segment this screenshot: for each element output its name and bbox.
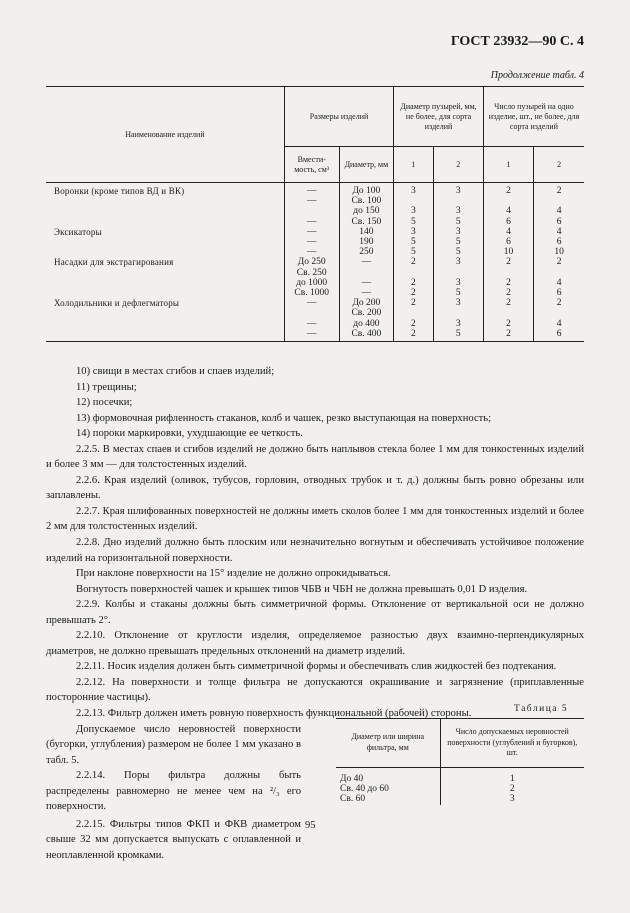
table-cell [534,268,584,278]
clause-2-2-13: 2.2.13. Фильтр должен иметь ровную поверхность функциональной (рабочей) стороны. [76,708,472,720]
table-cell: Св. 200 [339,308,394,318]
table-cell: 5 [394,217,433,227]
table-cell: 3 [394,206,433,216]
table-cell: 3 [394,183,433,197]
table-cell [534,308,584,318]
table-cell [433,196,483,206]
table-cell: 10 [534,247,584,257]
table-cell [394,196,433,206]
col-header-grade-2: 2 [433,147,483,183]
table-cell [46,196,284,206]
table-row [46,298,584,308]
table-cell [46,329,284,342]
table-cell: — [284,196,339,206]
table-cell: 3 [433,298,483,308]
table-cell [46,247,284,257]
table-cell [46,308,284,318]
table-4 [46,86,584,342]
table-cell: 2 [534,257,584,267]
col-header-diameter: Диаметр, мм [339,147,394,183]
table-cell: Св. 150 [339,217,394,227]
table-cell: 2 [483,183,533,197]
table-cell [46,288,284,298]
clause-2-2-10: 2.2.10. Отклонение от круглости изделия, определяемое разностью двух взаимно-перпендикулярных диаметров, не должно превышать предельных отклонений на диаметр изделий. [46,630,584,657]
table-cell: До 40 [340,773,364,784]
table-cell: До 100 [339,183,394,197]
table-cell: 2 [394,329,433,342]
table-cell: — [284,319,339,329]
table-cell: 2 [394,298,433,308]
col-header-grade-2: 2 [534,147,584,183]
table-cell: — [339,257,394,267]
table-cell: до 400 [339,319,394,329]
table-cell: 5 [394,247,433,257]
table-cell: До 200 [339,298,394,308]
table-cell: 2 [440,784,584,794]
table-cell: 2 [394,278,433,288]
table-cell: — [284,183,339,197]
table-row [46,206,584,216]
table-cell [339,268,394,278]
clause-2-2-7: 2.2.7. Края шлифованных поверхностей не должны иметь сколов более 1 мм для тонкостенных изделий и более 2 мм для толстостенных изделий. [46,505,584,533]
table-cell: 4 [534,278,584,288]
table-cell: 2 [534,183,584,197]
table-cell: — [284,298,339,308]
table-cell: 2 [534,298,584,308]
table-cell [46,217,284,227]
table-row [46,247,584,257]
table-cell: до 1000 [284,278,339,288]
list-item: 13) формовочная рифленность стаканов, колб и чашек, резко выступающая на поверхность; [76,412,492,424]
table-row [46,329,584,342]
list-item: 11) трещины; [76,381,137,393]
table-cell: 6 [483,237,533,247]
table-cell: 2 [483,298,533,308]
col-header-defect-count: Число допускаемых неровностей поверхности (углублений и бугорков), шт. [440,719,584,768]
table-cell [394,268,433,278]
table-row [46,268,584,278]
table-cell [46,206,284,216]
table-cell: Св. 60 [340,794,366,805]
table-cell [433,268,483,278]
table-cell: 2 [483,329,533,342]
table-cell: 5 [433,247,483,257]
list-item: 12) посечки; [76,397,133,409]
table-cell: — [284,217,339,227]
table-cell: 4 [534,206,584,216]
table-cell: 3 [433,227,483,237]
table-cell: — [339,278,394,288]
clause-2-2-14: 2.2.14. Поры фильтра должны быть распределены равномерно не менее чем на ²/₃ его поверхности. [46,770,301,813]
table-cell: 5 [433,237,483,247]
table-cell: 3 [394,227,433,237]
table-cell [394,308,433,318]
clause-2-2-13-defects: Допускаемое число неровностей поверхности (бугорки, углубления) размером не более 1 мм указано в табл. 5. [46,723,301,766]
table-cell: 6 [534,217,584,227]
table-cell: 4 [483,227,533,237]
table-row [336,794,584,804]
table-cell: Св. 40 до 60 [340,783,389,794]
table-continuation-label: Продолжение табл. 4 [490,70,584,81]
table-cell: 2 [394,257,433,267]
clause-2-2-5: 2.2.5. В местах спаев и сгибов изделий не должно быть наплывов стекла более 1 мм для тонкостенных изделий и более 3 мм — для толстостенных изделий. [46,443,584,471]
table-cell: до 150 [339,206,394,216]
table-cell: — [339,288,394,298]
table-cell [46,278,284,288]
table-cell: Св. 100 [339,196,394,206]
table-cell: 10 [483,247,533,257]
table-5-caption: Таблица 5 [514,704,569,714]
list-item: 14) пороки маркировки, ухудшающие ее четкость. [76,428,303,440]
col-header-name: Наименование изделий [46,87,284,183]
col-header-grade-1: 1 [394,147,433,183]
page-header: ГОСТ 23932—90 С. 4 [450,34,584,49]
clause-2-2-9: 2.2.9. Колбы и стаканы должны быть симметричной формы. Отклонение от вертикальной оси не должно превышать 2°. [46,599,584,626]
table-cell: Холодильники и дефлегматоры [54,298,180,309]
clause-2-2-6: 2.2.6. Края изделий (оливок, тубусов, горловин, отводных трубок и т. д.) должны быть ровно обрезаны или заплавлены. [46,474,584,502]
table-cell: — [284,227,339,237]
table-cell [46,237,284,247]
table-cell [46,268,284,278]
table-cell: 3 [433,206,483,216]
page-number: 95 [305,820,316,831]
table-cell: 3 [433,183,483,197]
table-row [46,183,584,197]
table-cell [483,268,533,278]
table-cell: Воронки (кроме типов ВД и ВК) [54,186,185,196]
clause-2-2-15: 2.2.15. Фильтры типов ФКП и ФКВ диаметром свыше 32 мм допускается выпускать с оплавленной и неоплавленной кромками. [46,818,301,861]
table-cell [483,308,533,318]
table-row [46,196,584,206]
col-header-bubble-count: Число пузырей на одно изделие, шт., не более, для сорта изделий [483,87,584,147]
table-cell: 6 [534,237,584,247]
table-cell: 6 [534,288,584,298]
list-item: 10) свищи в местах сгибов и спаев изделий; [76,366,275,377]
table-cell: 2 [394,319,433,329]
table-cell: 2 [483,288,533,298]
table-cell [483,196,533,206]
table-cell: 2 [483,257,533,267]
table-cell: 2 [483,278,533,288]
col-header-bubble-diameter: Диаметр пузырей, мм, не более, для сорта изделий [394,87,484,147]
table-cell: 190 [339,237,394,247]
table-cell: 140 [339,227,394,237]
table-cell: 5 [433,288,483,298]
table-cell: 3 [440,794,584,804]
table-cell: 2 [483,319,533,329]
table-row [46,308,584,318]
table-row [46,278,584,288]
table-cell: 4 [534,319,584,329]
table-row [46,217,584,227]
table-cell: 6 [534,329,584,342]
table-cell: — [284,329,339,342]
table-cell: 5 [394,237,433,247]
table-cell: 4 [483,206,533,216]
clause-2-2-11: 2.2.11. Носик изделия должен быть симметричной формы и обеспечивать слив жидкостей без подтекания. [76,661,557,673]
col-header-capacity: Вмести-мость, см³ [284,147,339,183]
table-cell: 250 [339,247,394,257]
table-cell [284,206,339,216]
table-row [46,319,584,329]
table-cell: 5 [433,329,483,342]
table-cell: Св. 400 [339,329,394,342]
table-cell: 1 [440,767,584,784]
col-header-filter-size: Диаметр или ширина фильтра, мм [336,719,440,768]
table-row [46,288,584,298]
table-cell: Эксикаторы [54,226,102,237]
clause-2-2-12: 2.2.12. На поверхности и толще фильтра не допускаются окрашивание и загрязнение (приплавленные посторонние частицы). [46,676,584,704]
table-cell: До 250 [284,257,339,267]
col-header-grade-1: 1 [483,147,533,183]
table-cell: Св. 1000 [284,288,339,298]
table-cell: 4 [534,227,584,237]
table-cell: Св. 250 [284,268,339,278]
table-cell: 6 [483,217,533,227]
table-cell [534,196,584,206]
table-cell [284,308,339,318]
col-header-sizes: Размеры изделий [284,87,393,147]
table-cell [433,308,483,318]
table-cell: 5 [433,217,483,227]
table-cell: — [284,247,339,257]
clause-2-2-8-concavity: Вогнутость поверхностей чашек и крышек типов ЧБВ и ЧБН не должна превышать 0,01 D изделия. [76,583,528,595]
table-row [46,237,584,247]
table-cell: 2 [394,288,433,298]
table-cell: 3 [433,319,483,329]
table-cell: — [284,237,339,247]
clause-2-2-8: 2.2.8. Дно изделий должно быть плоским или незначительно вогнутым и обеспечивать устойчивое положение изделий на горизонтальной поверхности. [46,537,584,564]
table-row [46,257,584,267]
table-cell [46,319,284,329]
table-cell: Насадки для экстрагирования [54,257,174,268]
clause-2-2-8-tilt: При наклоне поверхности на 15° изделие не должно опрокидываться. [76,568,391,580]
table-row [336,767,584,784]
table-cell: 3 [433,257,483,267]
table-cell: 3 [433,278,483,288]
table-row [46,227,584,237]
table-5 [336,718,584,805]
table-row [336,784,584,794]
